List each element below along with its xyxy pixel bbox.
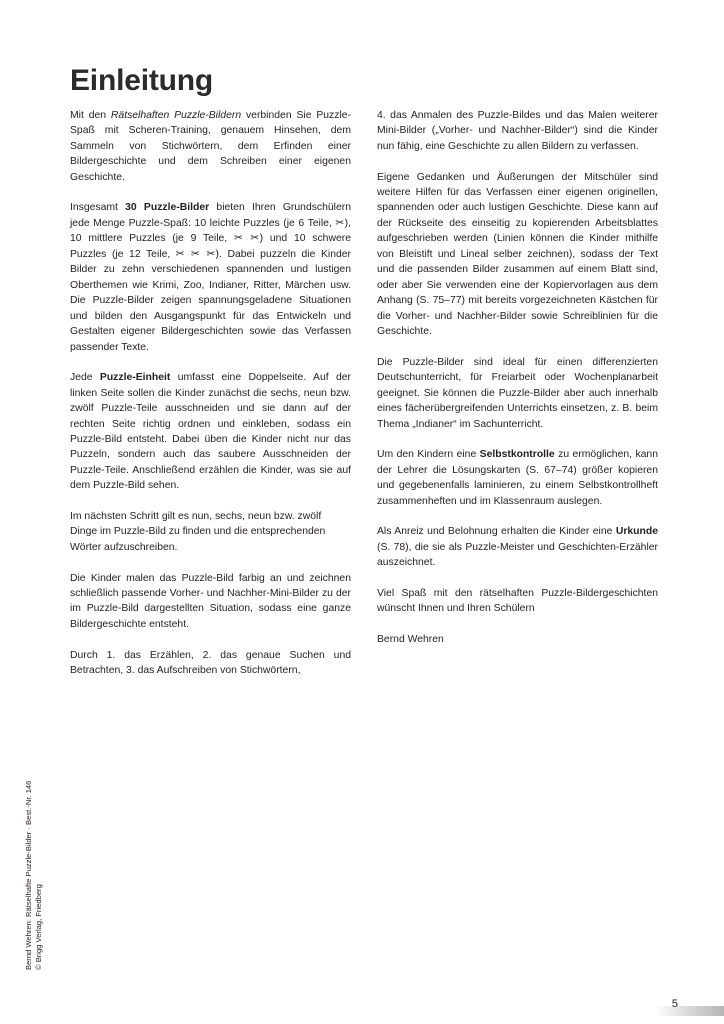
text-run: ) und 10 schwere Puzzles (je 12 Teile, [70, 233, 351, 260]
paragraph-unit-c [70, 571, 351, 633]
emphasis-bold: Selbstkontrolle [479, 449, 555, 461]
text-run: Bernd Wehren [377, 633, 444, 645]
credit-line-1: Bernd Wehren: Rätselhafte Puzzle-Bilder · Best.-Nr. 146 [24, 780, 33, 970]
paragraph-reward [377, 524, 658, 570]
text-run: ). Dabei puzzeln die Kinder Bilder zu zehn verschiedenen spannenden und lustigen Oberthemen wie Krimi, Zoo, Indianer, Ritter, Märchen usw. Die Puzzle-Bilder zeigen spannungsgeladene Situationen und bilden den Ausgangspunkt für das Entwickeln und Gestalten eigener Bildergeschichten sowie das Verfassen passender Texte. [70, 248, 351, 353]
text-run: Die Puzzle-Bilder sind ideal für einen differenzierten Deutschunterricht, für Freiarbeit oder Wochenplanarbeit geeignet. Sie können die Puzzle-Bilder aber auch innerhalb eines fächerübergreifenden Unterrichts einsetzen, z. B. beim Thema „Indianer“ im Sachunterricht. [377, 356, 658, 430]
text-run: (S. 78), die sie als Puzzle-Meister und Geschichten-Erzähler auszeichnet. [377, 541, 658, 569]
paragraph-unit-b [70, 509, 351, 555]
paragraph-self-check [377, 447, 658, 509]
text-run: Als Anreiz und Belohnung erhalten die Kinder eine [377, 526, 616, 538]
paragraph-signature [377, 632, 658, 647]
emphasis-bold: Urkunde [615, 526, 658, 538]
scissors-icon: ✂ ✂ [233, 233, 260, 245]
text-run: ), 10 mittlere Puzzles (je 9 Teile, [70, 217, 351, 245]
page-title: Einleitung [70, 64, 213, 98]
paragraph-own-thoughts [377, 170, 658, 340]
vertical-copyright-credit [24, 700, 43, 970]
text-run: Durch 1. das Erzählen, 2. das genaue Suchen und Betrachten, 3. das Aufschreiben von Stichwörtern, [70, 649, 351, 676]
emphasis-bold: Puzzle-Einheit [99, 372, 171, 384]
paragraph-unit-a [70, 370, 351, 494]
text-run: Jede [70, 372, 100, 384]
emphasis-bold: 30 Puzzle-Bilder [125, 202, 210, 214]
emphasis-italic: Rätselhaften Puzzle-Bildern [110, 110, 242, 121]
text-run: verbinden Sie Puzzle-Spaß mit Scheren-Training, genauem Hinsehen, dem Sammeln von Stichwörtern, dem Erfinden einer Bildergeschichte und dem Schreiben einer eigenen Geschichte. [70, 110, 351, 183]
text-run: Um den Kindern eine [377, 449, 480, 461]
paragraph-overview [70, 200, 351, 355]
paragraph-ideal-use [377, 355, 658, 432]
text-run: umfasst eine Doppelseite. Auf der linken Seite sollen die Kinder zunächst die sechs, neun bzw. zwölf Puzzle-Teile ausschneiden und sie dann auf der rechten Seite richtig ordnen und einkleben, sodass ein Puzzle-Bild entsteht. Dabei üben die Kinder nicht nur das Puzzeln, sondern auch das saubere Ausschneiden der Puzzle-Teile. Anschließend erzählen die Kinder, was sie auf dem Puzzle-Bild sehen. [70, 372, 351, 492]
text-run: Eigene Gedanken und Äußerungen der Mitschüler sind weitere Hilfen für das Verfassen einer eigenen originellen, spannenden oder auch lustigen Geschichte. Diese kann auf der Rückseite des einseitig zu kopierenden Arbeitsblattes aufgeschrieben werden (Linien können die Kinder mithilfe von Bleistift und Lineal selber zeichnen), sodass der Text und die passenden Bilder zusammen auf einem Blatt sind, oder aber Sie verwenden eine der Kopiervorlagen aus dem Anhang (S. 75–77) mit bereits vorgezeichneten Kästchen für die Vorher- und Nachher-Bilder sowie Schreiblinien für die Geschichte. [377, 171, 658, 338]
footer-rule [656, 1006, 724, 1016]
page-number: 5 [671, 998, 678, 1010]
text-run: Im nächsten Schritt gilt es nun, sechs, neun bzw. zwölf Dinge im Puzzle-Bild zu finden und die entsprechenden Wörter aufzuschreiben. [70, 510, 326, 553]
text-run: zu ermöglichen, kann der Lehrer die Lösungskarten (S. 67–74) größer kopieren und gegebenenfalls laminieren, zu einem Selbstkontrollheft zusammenheften und im Klassenraum auslegen. [377, 449, 658, 507]
body-columns [70, 108, 658, 678]
text-run: Viel Spaß mit den rätselhaften Puzzle-Bildergeschichten wünscht Ihnen und Ihren Schülern [377, 587, 658, 615]
text-run: bieten Ihren Grundschülern jede Menge Puzzle-Spaß: 10 leichte Puzzles (je 6 Teile, [70, 202, 351, 229]
paragraph-steps-cont [377, 108, 658, 154]
right-text-column [377, 108, 658, 678]
paragraph-steps [70, 648, 351, 679]
text-run: Insgesamt [70, 202, 126, 214]
text-run: Mit den [70, 110, 111, 121]
text-run: Die Kinder malen das Puzzle-Bild farbig an und zeichnen schließlich passende Vorher- und Nachher-Mini-Bilder zu der im Puzzle-Bild dargestellten Situation, sodass eine ganze Bildergeschichte entsteht. [70, 572, 351, 630]
text-run: 4. das Anmalen des Puzzle-Bildes und das Malen weiterer Mini-Bilder („Vorher- und Nachher-Bilder“) sind die Kinder nun fähig, eine Geschichte zu allen Bildern zu verfassen. [377, 110, 658, 152]
scissors-icon: ✂ [335, 217, 345, 229]
paragraph-intro [70, 108, 351, 185]
left-text-column [70, 108, 351, 678]
scissors-icon: ✂ ✂ ✂ [175, 248, 216, 260]
credit-line-2: © Brigg Verlag, Friedberg [33, 884, 43, 970]
paragraph-closing [377, 586, 658, 617]
